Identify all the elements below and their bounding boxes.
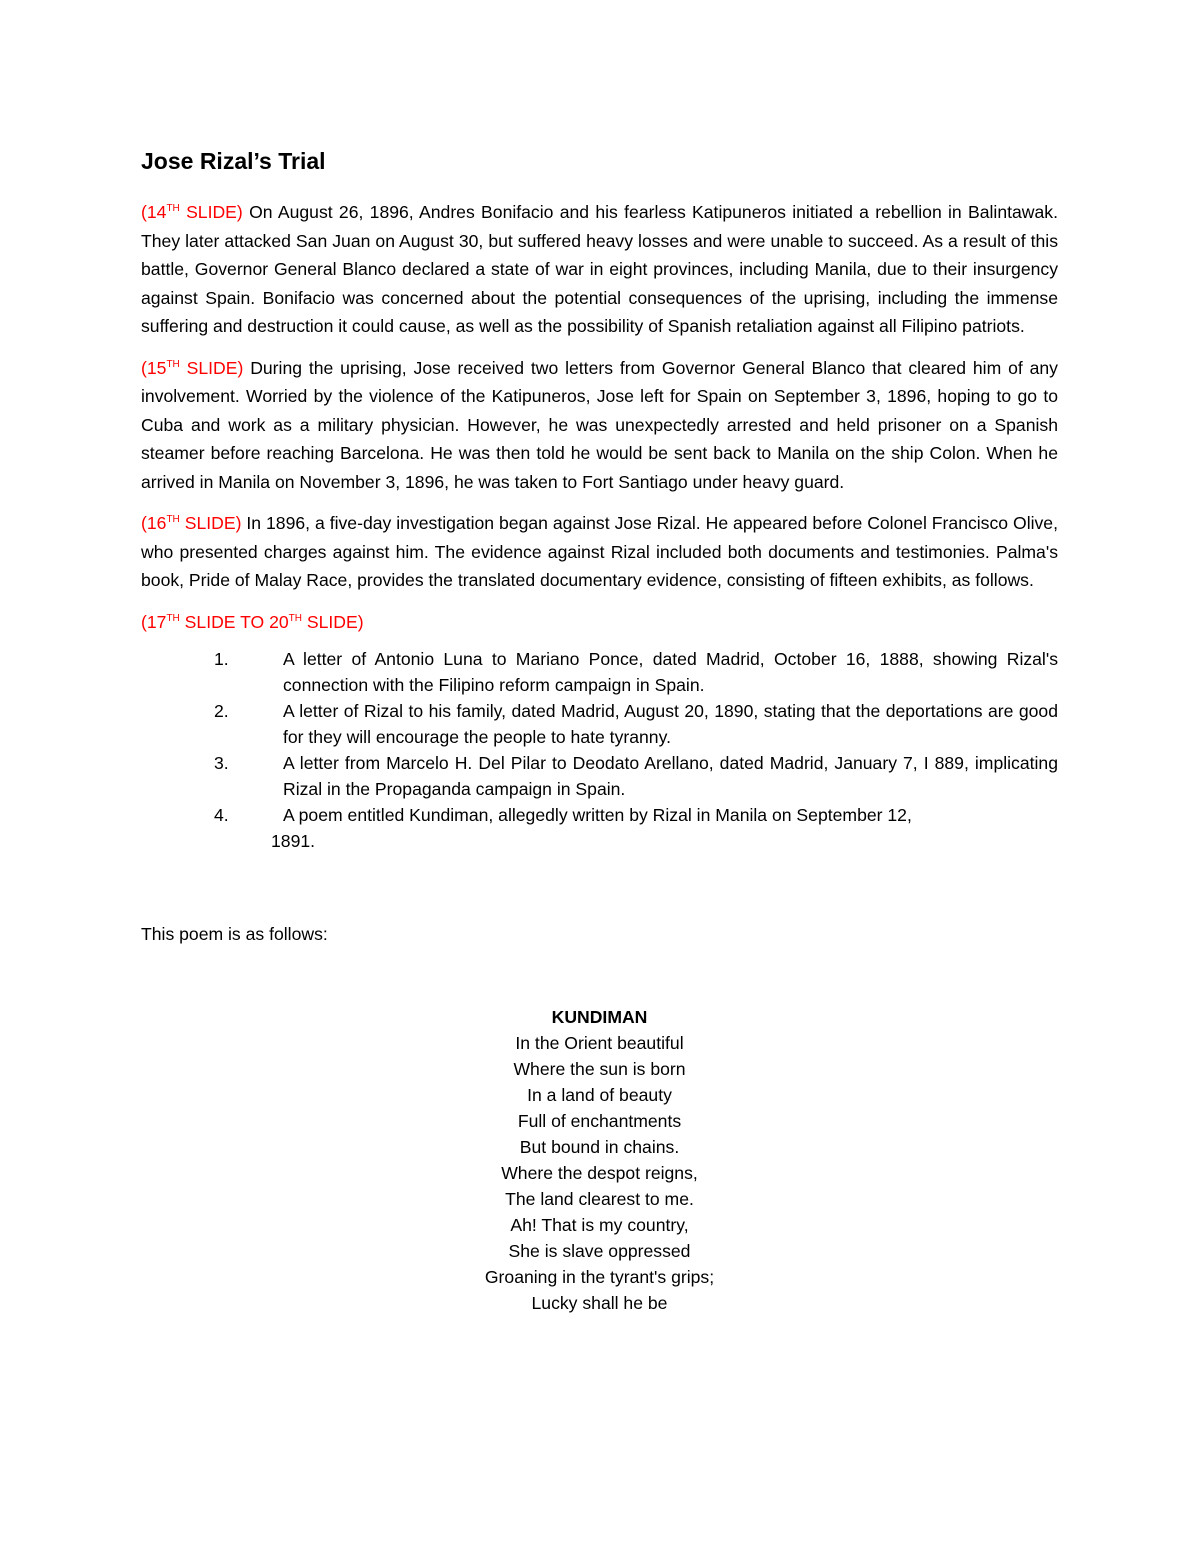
- list-number: 1.: [214, 648, 229, 669]
- poem-line: Ah! That is my country,: [510, 1214, 689, 1235]
- paragraph-text: On August 26, 1896, Andres Bonifacio and his fearless Katipuneros initiated a rebellion in Balintawak. They later attacked San Juan on August 30, but suffered heavy losses and were unable to succeed. As a result of this battle, Governor General Blanco declared a state of war in eight provinces, including Manila, due to their insurgency against Spain. Bonifacio was concerned about the potential consequences of the uprising, including the immense suffering and destruction it could cause, as well as the possibility of Spanish retaliation against all Filipino patriots.: [141, 202, 1058, 336]
- poem: [141, 1004, 1058, 1316]
- slide-range-heading: (17TH SLIDE TO 20TH SLIDE): [141, 611, 364, 632]
- poem-line: Lucky shall he be: [531, 1292, 668, 1313]
- list-item-text: A letter from Marcelo H. Del Pilar to Deodato Arellano, dated Madrid, January 7, I 889, implicating Rizal in the Propaganda campaign in Spain.: [283, 752, 1058, 799]
- list-item: [141, 646, 1058, 698]
- poem-line: But bound in chains.: [519, 1136, 680, 1157]
- paragraph-text: In 1896, a five-day investigation began against Jose Rizal. He appeared before Colonel Francisco Olive, who presented charges against him. The evidence against Rizal included both documents and testimonies. Palma's book, Pride of Malay Race, provides the translated documentary evidence, consisting of fifteen exhibits, as follows.: [141, 513, 1058, 590]
- paragraph-slide-15: [141, 354, 1058, 497]
- paragraph-text: During the uprising, Jose received two letters from Governor General Blanco that cleared him of any involvement. Worried by the violence of the Katipuneros, Jose left for Spain on September 3, 1896, hoping to go to Cuba and work as a military physician. However, he was unexpectedly arrested and held prisoner on a Spanish steamer before reaching Barcelona. He was then told he would be sent back to Manila on the ship Colon. When he arrived in Manila on November 3, 1896, he was taken to Fort Santiago under heavy guard.: [141, 357, 1058, 492]
- slide-tag: (14TH SLIDE): [141, 202, 243, 222]
- list-item-text: A letter of Antonio Luna to Mariano Ponce, dated Madrid, October 16, 1888, showing Rizal's connection with the Filipino reform campaign in Spain.: [283, 648, 1058, 695]
- list-item: [141, 750, 1058, 802]
- list-item: [141, 698, 1058, 750]
- exhibit-list: [141, 646, 1058, 854]
- list-number: 3.: [214, 752, 229, 773]
- poem-line: In the Orient beautiful: [515, 1032, 684, 1053]
- list-item-text: A letter of Rizal to his family, dated Madrid, August 20, 1890, stating that the deportations are good for they will encourage the people to hate tyranny.: [283, 700, 1058, 747]
- list-number: 2.: [214, 700, 229, 721]
- poem-line: Where the sun is born: [513, 1058, 686, 1079]
- poem-line: The land clearest to me.: [505, 1188, 694, 1209]
- list-item-text: A poem entitled Kundiman, allegedly written by Rizal in Manila on September 12,: [283, 804, 912, 825]
- slide-tag: (15TH SLIDE): [141, 357, 244, 378]
- poem-line: In a land of beauty: [527, 1084, 672, 1105]
- list-item: [141, 802, 1058, 854]
- document-title: Jose Rizal’s Trial: [141, 148, 326, 174]
- poem-title: KUNDIMAN: [551, 1006, 648, 1027]
- poem-line: Full of enchantments: [517, 1110, 682, 1131]
- paragraph-slide-16: [141, 509, 1058, 595]
- poem-line: She is slave oppressed: [508, 1240, 691, 1261]
- document-body: [141, 146, 1058, 1316]
- slide-tag: (16TH SLIDE): [141, 513, 242, 533]
- poem-intro: This poem is as follows:: [141, 923, 328, 944]
- list-item-text-continued: 1891.: [271, 830, 316, 851]
- poem-line: Groaning in the tyrant's grips;: [484, 1266, 715, 1287]
- list-number: 4.: [214, 804, 229, 825]
- poem-line: Where the despot reigns,: [501, 1162, 698, 1183]
- paragraph-slide-14: [141, 198, 1058, 341]
